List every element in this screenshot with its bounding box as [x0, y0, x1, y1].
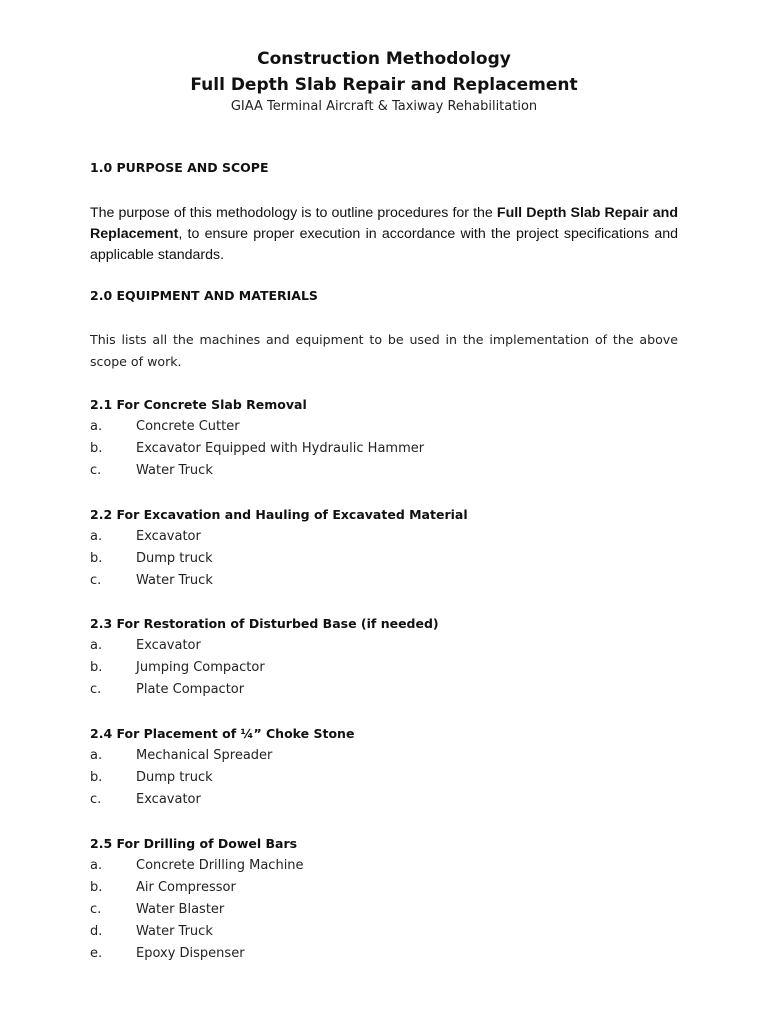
- list-item-text: Plate Compactor: [136, 682, 245, 697]
- list-item: [90, 921, 690, 943]
- list-marker: e.: [90, 946, 103, 961]
- list-item-text: Air Compressor: [136, 880, 236, 895]
- document-title: Construction Methodology: [257, 49, 511, 69]
- list-item: [90, 635, 690, 657]
- list-item: [90, 789, 690, 811]
- purpose-paragraph: [90, 203, 678, 266]
- list-item-text: Water Blaster: [136, 902, 225, 917]
- equipment-list-dowel-drilling: [90, 855, 690, 965]
- list-item-text: Dump truck: [136, 551, 213, 566]
- list-item: [90, 943, 690, 965]
- list-item-text: Excavator: [136, 792, 201, 807]
- list-item-text: Water Truck: [136, 924, 213, 939]
- list-marker: c.: [90, 902, 102, 917]
- subsection-heading-excavation-hauling: 2.2 For Excavation and Hauling of Excavated Material: [90, 507, 468, 522]
- list-marker: b.: [90, 551, 103, 566]
- equipment-list-choke-stone: [90, 745, 690, 811]
- list-marker: c.: [90, 792, 102, 807]
- list-marker: c.: [90, 573, 102, 588]
- equipment-intro-paragraph: This lists all the machines and equipment to be used in the implementation of the above scope of work.: [90, 332, 678, 369]
- list-item: [90, 416, 690, 438]
- list-item: [90, 767, 690, 789]
- purpose-text-bold: Full Depth Slab Repair and Replacement: [90, 205, 678, 242]
- document-subtitle: GIAA Terminal Aircraft & Taxiway Rehabilitation: [230, 99, 538, 114]
- list-item: [90, 548, 690, 570]
- list-item-text: Excavator: [136, 529, 201, 544]
- subsection-heading-choke-stone: 2.4 For Placement of ¼” Choke Stone: [90, 726, 355, 741]
- list-marker: a.: [90, 748, 103, 763]
- document-title-line2: Full Depth Slab Repair and Replacement: [190, 75, 578, 95]
- list-item: [90, 526, 690, 548]
- equipment-list-base-restoration: [90, 635, 690, 701]
- list-marker: c.: [90, 682, 102, 697]
- list-item-text: Water Truck: [136, 463, 213, 478]
- list-item-text: Epoxy Dispenser: [136, 946, 245, 961]
- list-marker: a.: [90, 529, 103, 544]
- list-item: [90, 745, 690, 767]
- subsection-heading-slab-removal: 2.1 For Concrete Slab Removal: [90, 397, 307, 412]
- list-item: [90, 877, 690, 899]
- list-marker: d.: [90, 924, 103, 939]
- list-item-text: Concrete Drilling Machine: [136, 858, 304, 873]
- subsection-heading-dowel-drilling: 2.5 For Drilling of Dowel Bars: [90, 836, 298, 851]
- list-item: [90, 657, 690, 679]
- list-item-text: Excavator Equipped with Hydraulic Hammer: [136, 441, 425, 456]
- list-marker: c.: [90, 463, 102, 478]
- list-item-text: Dump truck: [136, 770, 213, 785]
- section-heading-equipment-materials: 2.0 EQUIPMENT AND MATERIALS: [90, 288, 318, 303]
- list-marker: b.: [90, 880, 103, 895]
- section-heading-purpose-scope: 1.0 PURPOSE AND SCOPE: [90, 160, 269, 175]
- list-item-text: Jumping Compactor: [136, 660, 265, 675]
- list-item-text: Excavator: [136, 638, 201, 653]
- list-marker: b.: [90, 660, 103, 675]
- list-item-text: Mechanical Spreader: [136, 748, 273, 763]
- list-marker: a.: [90, 419, 103, 434]
- list-item: [90, 679, 690, 701]
- equipment-list-slab-removal: [90, 416, 690, 482]
- list-item: [90, 899, 690, 921]
- purpose-text-start: The purpose of this methodology is to outline procedures for the: [90, 205, 497, 221]
- list-marker: a.: [90, 638, 103, 653]
- purpose-text-end: , to ensure proper execution in accordance with the project specifications and applicable standards.: [90, 226, 678, 263]
- list-marker: b.: [90, 770, 103, 785]
- list-item: [90, 570, 690, 592]
- list-item: [90, 438, 690, 460]
- list-item: [90, 855, 690, 877]
- equipment-list-excavation-hauling: [90, 526, 690, 592]
- list-marker: b.: [90, 441, 103, 456]
- list-item-text: Concrete Cutter: [136, 419, 240, 434]
- list-item-text: Water Truck: [136, 573, 213, 588]
- list-item: [90, 460, 690, 482]
- list-marker: a.: [90, 858, 103, 873]
- subsection-heading-base-restoration: 2.3 For Restoration of Disturbed Base (if needed): [90, 616, 439, 631]
